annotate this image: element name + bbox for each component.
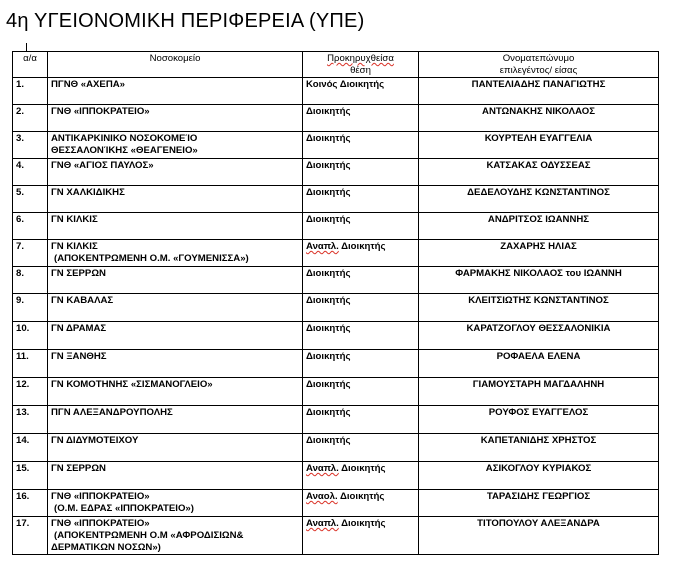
- table-row: [13, 490, 659, 517]
- row-number: 8.: [13, 267, 48, 294]
- hospital-name-line: (ΑΠΟΚΕΝΤΡΩΜΕΝΗ Ο.Μ. «ΓΟΥΜΕΝΙΣΣΑ»): [54, 253, 249, 264]
- header-position-line2: θέση: [350, 65, 371, 76]
- position-title: Διοικητής: [337, 491, 385, 502]
- position-title: Κοινός Διοικητής: [306, 79, 385, 90]
- hospital-name-line: ΠΓΝ ΑΛΕΞΑΝΔΡΟΥΠΟΛΗΣ: [51, 407, 173, 418]
- row-number: 4.: [13, 159, 48, 186]
- appointee-name: ΤΙΤΟΠΟΥΛΟΥ ΑΛΕΞΑΝΔΡΑ: [419, 517, 659, 555]
- hospital-name-line: (ΑΠΟΚΕΝΤΡΩΜΕΝΗ Ο.Μ «ΑΦΡΟΔΙΣΙΩΝ&: [54, 530, 244, 541]
- header-position-line1: Προκηρυχθείσα: [327, 53, 394, 64]
- position-title: Διοικητής: [306, 160, 351, 171]
- position-prefix: Αναπλ.: [306, 241, 339, 252]
- hospital-name-line: ΓΝ ΚΙΛΚΙΣ: [51, 241, 98, 252]
- appointee-name: ΖΑΧΑΡΗΣ ΗΛΙΑΣ: [419, 240, 659, 267]
- table-row: [13, 105, 659, 132]
- position-cell: [303, 434, 419, 462]
- row-number: 12.: [13, 378, 48, 406]
- position-prefix: Αναολ.: [306, 491, 338, 502]
- position-cell: [303, 267, 419, 294]
- row-number: 7.: [13, 240, 48, 267]
- hospital-cell: [48, 132, 303, 159]
- position-prefix: Αναπλ.: [306, 518, 339, 529]
- hospital-name-line: ΓΝ ΧΑΛΚΙΔΙΚΗΣ: [51, 187, 125, 198]
- hospital-name-line: ΓΝ ΚΑΒΑΛΑΣ: [51, 295, 114, 306]
- appointee-name: ΑΣΙΚΟΓΛΟΥ ΚΥΡΙΑΚΟΣ: [419, 462, 659, 490]
- table-row: [13, 213, 659, 240]
- hospital-cell: [48, 78, 303, 105]
- position-title: Διοικητής: [306, 106, 351, 117]
- appointee-name: ΑΝΤΩΝΑΚΗΣ ΝΙΚΟΛΑΟΣ: [419, 105, 659, 132]
- table-row: [13, 322, 659, 350]
- position-title: Διοικητής: [306, 133, 351, 144]
- hospital-cell: [48, 213, 303, 240]
- hospital-name-line: ΓΝΘ «ΙΠΠΟΚΡΑΤΕΙΟ»: [51, 106, 150, 117]
- row-number: 5.: [13, 186, 48, 213]
- table-row: [13, 159, 659, 186]
- position-cell: [303, 350, 419, 378]
- appointee-name: ΡΟΦΑΕΛΑ ΕΛΕΝΑ: [419, 350, 659, 378]
- position-title: Διοικητής: [306, 407, 351, 418]
- table-row: [13, 132, 659, 159]
- appointee-name: ΓΙΑΜΟΥΣΤΑΡΗ ΜΑΓΔΑΛΗΝΗ: [419, 378, 659, 406]
- hospital-cell: [48, 434, 303, 462]
- position-cell: [303, 186, 419, 213]
- position-title: Διοικητής: [338, 241, 386, 252]
- position-cell: [303, 159, 419, 186]
- row-number: 17.: [13, 517, 48, 555]
- hospital-cell: [48, 462, 303, 490]
- position-title: Διοικητής: [306, 379, 351, 390]
- table-row: [13, 267, 659, 294]
- text-cursor-marker: [26, 43, 27, 51]
- position-cell: [303, 294, 419, 322]
- position-cell: [303, 517, 419, 555]
- table-row: [13, 517, 659, 555]
- row-number: 9.: [13, 294, 48, 322]
- hospital-name-line: ΔΕΡΜΑΤΙΚΩΝ ΝΟΣΩΝ»): [51, 542, 161, 553]
- appointee-name: ΤΑΡΑΣΙΔΗΣ ΓΕΩΡΓΙΟΣ: [419, 490, 659, 517]
- hospital-name-line: ΓΝ ΔΡΑΜΑΣ: [51, 323, 107, 334]
- hospital-cell: [48, 294, 303, 322]
- appointee-name: ΚΑΡΑΤΖΟΓΛΟΥ ΘΕΣΣΑΛΟΝΙΚΙΑ: [419, 322, 659, 350]
- hospital-cell: [48, 378, 303, 406]
- appointee-name: ΔΕΔΕΛΟΥΔΗΣ ΚΩΝΣΤΑΝΤΙΝΟΣ: [419, 186, 659, 213]
- position-title: Διοικητής: [306, 351, 351, 362]
- hospital-name-line: ΓΝ ΞΑΝΘΗΣ: [51, 351, 107, 362]
- appointee-name: ΑΝΔΡΙΤΣΟΣ ΙΩΑΝΝΗΣ: [419, 213, 659, 240]
- table-body: [13, 78, 659, 555]
- header-position: [303, 52, 419, 78]
- position-title: Διοικητής: [306, 268, 351, 279]
- position-cell: [303, 462, 419, 490]
- hospital-cell: [48, 267, 303, 294]
- hospital-cell: [48, 159, 303, 186]
- position-cell: [303, 322, 419, 350]
- position-cell: [303, 406, 419, 434]
- position-title: Διοικητής: [306, 187, 351, 198]
- hospital-cell: [48, 322, 303, 350]
- table-row: [13, 434, 659, 462]
- hospital-cell: [48, 240, 303, 267]
- position-title: Διοικητής: [306, 295, 351, 306]
- appointee-name: ΠΑΝΤΕΛΙΑΔΗΣ ΠΑΝΑΓΙΩΤΗΣ: [419, 78, 659, 105]
- position-title: Διοικητής: [306, 214, 351, 225]
- hospital-cell: [48, 406, 303, 434]
- hospital-name-line: ΓΝΘ «ΙΠΠΟΚΡΑΤΕΙΟ»: [51, 491, 150, 502]
- table-row: [13, 294, 659, 322]
- table-row: [13, 240, 659, 267]
- hospital-name-line: ΓΝ ΣΕΡΡΩΝ: [51, 463, 106, 474]
- hospital-name-line: ΓΝ ΚΟΜΟΤΗΝΗΣ «ΣΙΣΜΑΝΟΓΛΕΙΟ»: [51, 379, 213, 390]
- hospital-name-line: (Ο.Μ. ΕΔΡΑΣ «ΙΠΠΟΚΡΑΤΕΙΟ»): [54, 503, 194, 514]
- position-cell: [303, 490, 419, 517]
- hospital-cell: [48, 105, 303, 132]
- table-row: [13, 186, 659, 213]
- row-number: 6.: [13, 213, 48, 240]
- position-cell: [303, 213, 419, 240]
- hospital-cell: [48, 517, 303, 555]
- header-name-line1: Ονοματεπώνυμο: [502, 53, 575, 64]
- position-title: Διοικητής: [306, 323, 351, 334]
- table-header-row: [13, 52, 659, 78]
- position-cell: [303, 240, 419, 267]
- hospital-cell: [48, 186, 303, 213]
- position-title: Διοικητής: [338, 463, 386, 474]
- header-hospital: Νοσοκομείο: [48, 52, 303, 78]
- position-cell: [303, 132, 419, 159]
- header-num: α/α: [13, 52, 48, 78]
- hospital-name-line: ΓΝ ΔΙΔΥΜΟΤΕΙΧΟΥ: [51, 435, 139, 446]
- position-title: Διοικητής: [338, 518, 386, 529]
- table-row: [13, 406, 659, 434]
- position-title: Διοικητής: [306, 435, 351, 446]
- position-cell: [303, 78, 419, 105]
- hospital-appointments-table: [12, 51, 659, 555]
- row-number: 1.: [13, 78, 48, 105]
- appointee-name: ΚΑΠΕΤΑΝΙΔΗΣ ΧΡΗΣΤΟΣ: [419, 434, 659, 462]
- appointee-name: ΦΑΡΜΑΚΗΣ ΝΙΚΟΛΑΟΣ του ΙΩΑΝΝΗ: [419, 267, 659, 294]
- row-number: 2.: [13, 105, 48, 132]
- hospital-name-line: ΓΝΘ «ΙΠΠΟΚΡΑΤΕΙΟ»: [51, 518, 150, 529]
- hospital-cell: [48, 350, 303, 378]
- row-number: 3.: [13, 132, 48, 159]
- hospital-name-line: ΑΝΤΙΚΑΡΚΙΝΙΚΟ ΝΟΣΟΚΟΜΕΊΟ: [51, 133, 198, 144]
- table-row: [13, 378, 659, 406]
- appointee-name: ΡΟΥΦΟΣ ΕΥΑΓΓΕΛΟΣ: [419, 406, 659, 434]
- table-row: [13, 78, 659, 105]
- document-title: 4η ΥΓΕΙΟΝΟΜΙΚΗ ΠΕΡΙΦΕΡΕΙΑ (ΥΠΕ): [6, 10, 365, 32]
- table-row: [13, 462, 659, 490]
- position-cell: [303, 105, 419, 132]
- appointee-name: ΚΛΕΙΤΣΙΩΤΗΣ ΚΩΝΣΤΑΝΤΙΝΟΣ: [419, 294, 659, 322]
- row-number: 11.: [13, 350, 48, 378]
- table-row: [13, 350, 659, 378]
- hospital-name-line: ΓΝ ΚΙΛΚΙΣ: [51, 214, 98, 225]
- hospital-name-line: ΘΕΣΣΑΛΟΝΊΚΗΣ «ΘΕΑΓΕΝΕΙΟ»: [51, 145, 198, 156]
- row-number: 10.: [13, 322, 48, 350]
- hospital-name-line: ΓΝ ΣΕΡΡΩΝ: [51, 268, 106, 279]
- hospital-cell: [48, 490, 303, 517]
- header-name: [419, 52, 659, 78]
- position-prefix: Αναπλ.: [306, 463, 339, 474]
- hospital-name-line: ΠΓΝΘ «ΑΧΕΠΑ»: [51, 79, 126, 90]
- appointee-name: ΚΟΥΡΤΕΛΗ ΕΥΑΓΓΕΛΙΑ: [419, 132, 659, 159]
- appointee-name: ΚΑΤΣΑΚΑΣ ΟΔΥΣΣΕΑΣ: [419, 159, 659, 186]
- row-number: 14.: [13, 434, 48, 462]
- position-cell: [303, 378, 419, 406]
- hospital-name-line: ΓΝΘ «ΑΓΙΟΣ ΠΑΥΛΟΣ»: [51, 160, 154, 171]
- header-name-line2: επιλεγέντος/ είσας: [499, 65, 578, 76]
- row-number: 15.: [13, 462, 48, 490]
- row-number: 16.: [13, 490, 48, 517]
- row-number: 13.: [13, 406, 48, 434]
